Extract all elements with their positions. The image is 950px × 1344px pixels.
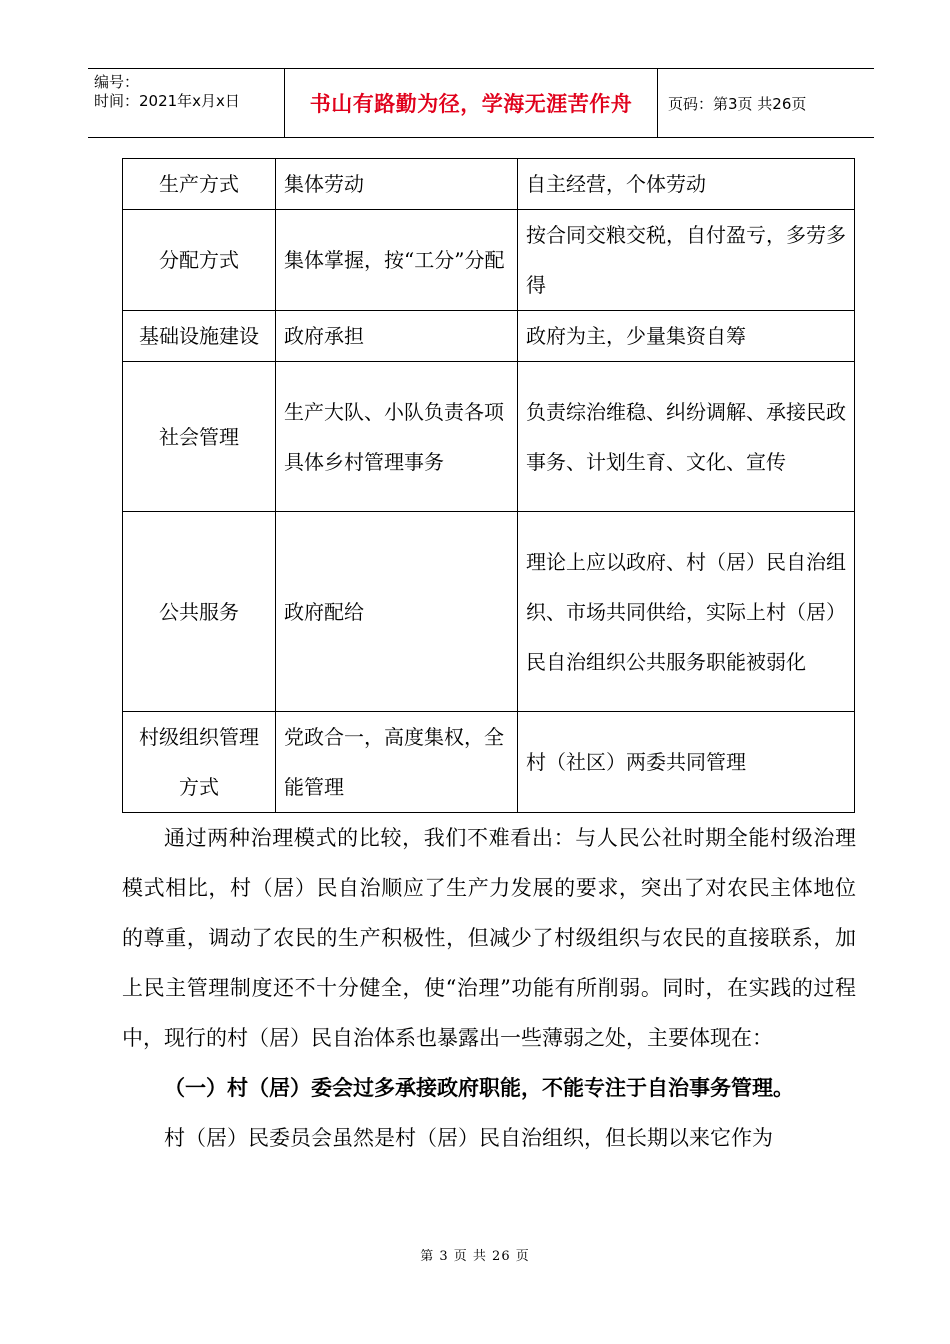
header-meta	[88, 69, 285, 137]
commune-cell: 集体劳动	[276, 159, 518, 210]
autonomy-cell: 村（社区）两委共同管理	[518, 712, 855, 813]
page-header	[88, 68, 874, 138]
table-row	[123, 210, 855, 311]
table-row	[123, 362, 855, 512]
row-label: 基础设施建设	[123, 311, 276, 362]
table-row	[123, 512, 855, 712]
row-label: 分配方式	[123, 210, 276, 311]
table-row	[123, 712, 855, 813]
body-text	[122, 813, 856, 1163]
autonomy-cell: 理论上应以政府、村（居）民自治组织、市场共同供给，实际上村（居）民自治组织公共服务职能被弱化	[518, 512, 855, 712]
header-motto: 书山有路勤为径，学海无涯苦作舟	[285, 69, 658, 137]
paragraph: 村（居）民委员会虽然是村（居）民自治组织，但长期以来它作为	[164, 1126, 773, 1150]
commune-cell: 生产大队、小队负责各项具体乡村管理事务	[276, 362, 518, 512]
code-label: 编号：	[94, 73, 140, 91]
date-label: 时间：2021年x月x日	[94, 92, 240, 110]
paragraph: 通过两种治理模式的比较，我们不难看出：与人民公社时期全能村级治理模式相比，村（居）民自治顺应了生产力发展的要求，突出了对农民主体地位的尊重，调动了农民的生产积极性，但减少了村级组织与农民的直接联系，加上民主管理制度还不十分健全，使“治理”功能有所削弱。同时，在实践的过程中，现行的村（居）民自治体系也暴露出一些薄弱之处，主要体现在：	[122, 826, 856, 1050]
table-row	[123, 159, 855, 210]
commune-cell: 集体掌握，按“工分”分配	[276, 210, 518, 311]
row-label: 社会管理	[123, 362, 276, 512]
header-page-info: 页码：第3页 共26页	[668, 94, 807, 113]
table-row	[123, 311, 855, 362]
row-label: 公共服务	[123, 512, 276, 712]
autonomy-cell: 负责综治维稳、纠纷调解、承接民政事务、计划生育、文化、宣传	[518, 362, 855, 512]
autonomy-cell: 自主经营，个体劳动	[518, 159, 855, 210]
commune-cell: 党政合一，高度集权，全能管理	[276, 712, 518, 813]
autonomy-cell: 政府为主，少量集资自筹	[518, 311, 855, 362]
row-label: 村级组织管理方式	[123, 712, 276, 813]
page-footer: 第 3 页 共 26 页	[420, 1249, 530, 1264]
commune-cell: 政府配给	[276, 512, 518, 712]
commune-cell: 政府承担	[276, 311, 518, 362]
autonomy-cell: 按合同交粮交税，自付盈亏，多劳多得	[518, 210, 855, 311]
comparison-table	[122, 158, 855, 813]
section-heading: （一）村（居）委会过多承接政府职能，不能专注于自治事务管理。	[164, 1076, 794, 1100]
row-label: 生产方式	[123, 159, 276, 210]
